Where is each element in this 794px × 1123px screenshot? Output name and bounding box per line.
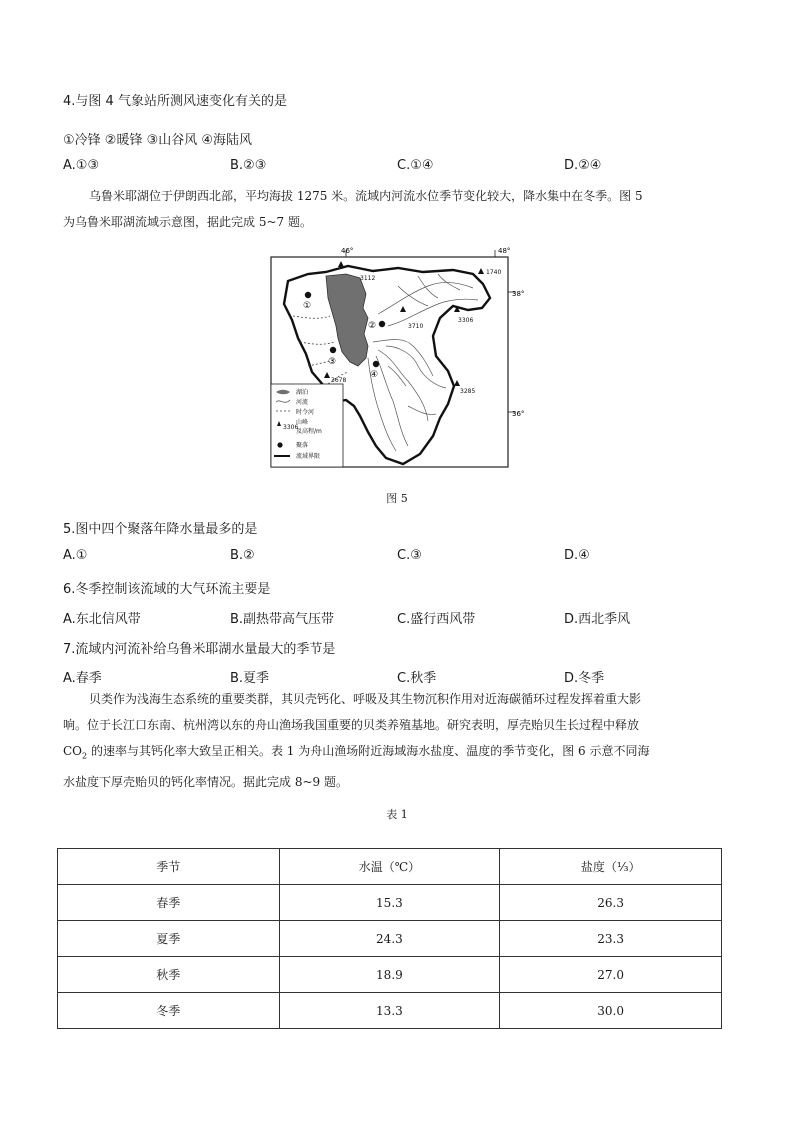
peak-label-1740: 1740 [486, 269, 502, 276]
q7-option-d: D.冬季 [564, 671, 605, 686]
peak-label-3678: 3678 [331, 377, 347, 384]
table-header-season: 季节 [58, 849, 280, 885]
q6-option-b: B.副热带高气压带 [230, 612, 335, 627]
legend-basin-boundary: 流域界限 [296, 453, 321, 460]
table-header-water-temp: 水温（℃） [279, 849, 500, 885]
q5-options [63, 548, 743, 563]
lat-label-36: 36° [512, 410, 525, 418]
table-cell-water-temp: 15.3 [279, 885, 500, 921]
q4-option-d: D.②④ [564, 158, 602, 173]
q4-option-c: C.①④ [397, 158, 434, 173]
q5-option-a: A.① [63, 548, 88, 563]
q4-options [63, 158, 743, 173]
lon-label-48: 48° [498, 247, 511, 255]
table-header-salinity: 盐度（⅓） [500, 849, 722, 885]
lake-urmia-basin-map [268, 246, 528, 486]
table-row [58, 921, 722, 957]
q6-option-c: C.盛行西风带 [397, 612, 476, 627]
legend-peak-example: 3306 [283, 424, 299, 431]
table-header-row [58, 849, 722, 885]
table-cell-salinity: 27.0 [500, 957, 722, 993]
peak-label-3285: 3285 [460, 388, 476, 395]
table-row [58, 957, 722, 993]
peak-label-3112: 3112 [360, 275, 376, 282]
settlement-label-2: ② [368, 321, 377, 331]
table-cell-season: 夏季 [58, 921, 280, 957]
table-1 [57, 848, 722, 1029]
table-cell-salinity: 30.0 [500, 993, 722, 1029]
lat-label-38: 38° [512, 290, 525, 298]
passage-2-line-1: 贝类作为浅海生态系统的重要类群，其贝壳钙化、呼吸及其生物沉积作用对近海碳循环过程发挥着重大影 [89, 692, 642, 706]
table-cell-water-temp: 24.3 [279, 921, 500, 957]
table-cell-water-temp: 18.9 [279, 957, 500, 993]
q5-option-d: D.④ [564, 548, 590, 563]
q7-option-c: C.秋季 [397, 671, 437, 686]
q7-option-a: A.春季 [63, 671, 102, 686]
passage-2-line-2: 响。位于长江口东南、杭州湾以东的舟山渔场我国重要的贝类养殖基地。研究表明，厚壳贻贝生长过程中释放 [63, 718, 640, 732]
legend-lake: 湖泊 [296, 389, 309, 396]
passage-2-co2: CO [63, 744, 83, 758]
lon-label-46: 46° [341, 247, 354, 255]
q4-items: ①冷锋 ②暖锋 ③山谷风 ④海陆风 [63, 133, 253, 148]
legend-elevation: 及高程/m [296, 428, 322, 435]
passage-1 [63, 183, 728, 235]
passage-2-co2-subscript: 2 [82, 751, 88, 761]
table-row [58, 993, 722, 1029]
peak-label-3306: 3306 [458, 317, 474, 324]
settlement-label-3: ③ [328, 357, 337, 367]
table-cell-season: 秋季 [58, 957, 280, 993]
settlement-label-1: ① [303, 301, 312, 311]
q7-stem: 7.流域内河流补给乌鲁米耶湖水量最大的季节是 [63, 642, 336, 657]
passage-2-line-3: 的速率与其钙化率大致呈正相关。表 1 为舟山渔场附近海域海水盐度、温度的季节变化，图 6 示意不同海 [87, 744, 650, 758]
table-cell-season: 冬季 [58, 993, 280, 1029]
q6-option-a: A.东北信风带 [63, 612, 141, 627]
q7-options [63, 667, 743, 686]
q7-option-b: B.夏季 [230, 671, 270, 686]
table-cell-salinity: 26.3 [500, 885, 722, 921]
peak-label-3710: 3710 [408, 323, 424, 330]
figure-5-caption: 图 5 [386, 492, 408, 505]
q6-stem: 6.冬季控制该流域的大气环流主要是 [63, 582, 271, 597]
legend-peak: 山峰 [296, 419, 309, 426]
passage-1-line-1: 乌鲁米耶湖位于伊朗西北部，平均海拔 1275 米。流域内河流水位季节变化较大，降水集中在冬季。图 5 [89, 189, 643, 203]
q4-option-a: A.①③ [63, 158, 100, 173]
q5-stem: 5.图中四个聚落年降水量最多的是 [63, 522, 258, 537]
q4-option-b: B.②③ [230, 158, 267, 173]
legend-river: 河流 [296, 399, 309, 406]
settlement-label-4: ④ [370, 370, 379, 380]
table-1-caption: 表 1 [386, 808, 408, 821]
q6-options [63, 608, 743, 627]
legend-seasonal-river: 时令河 [296, 409, 315, 416]
q6-option-d: D.西北季风 [564, 612, 631, 627]
table-cell-water-temp: 13.3 [279, 993, 500, 1029]
passage-1-line-2: 为乌鲁米耶湖流域示意图，据此完成 5~7 题。 [63, 215, 312, 229]
table-row [58, 885, 722, 921]
q4-stem: 4.与图 4 气象站所测风速变化有关的是 [63, 94, 287, 109]
table-cell-season: 春季 [58, 885, 280, 921]
legend-settlement: 聚落 [296, 442, 309, 449]
passage-2 [63, 686, 728, 795]
table-cell-salinity: 23.3 [500, 921, 722, 957]
q5-option-b: B.② [230, 548, 255, 563]
q5-option-c: C.③ [397, 548, 422, 563]
map-legend [271, 384, 343, 467]
passage-2-line-4: 水盐度下厚壳贻贝的钙化率情况。据此完成 8~9 题。 [63, 775, 348, 790]
